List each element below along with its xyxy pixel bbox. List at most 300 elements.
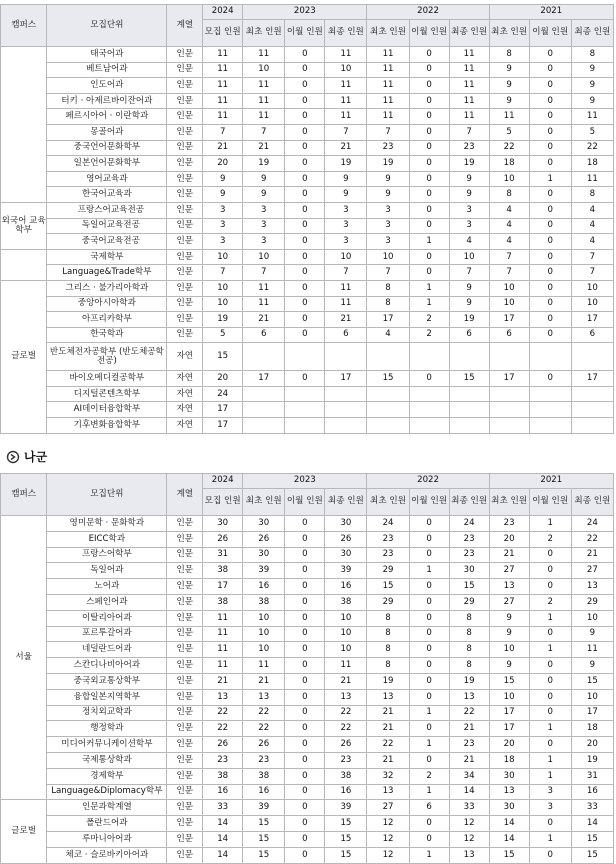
value-cell: 3 — [203, 218, 243, 234]
value-cell: 3 — [367, 218, 409, 234]
value-cell: 8 — [449, 658, 489, 674]
value-cell: 30 — [325, 516, 367, 532]
value-cell: 0 — [409, 721, 449, 737]
value-cell: 26 — [203, 531, 243, 547]
value-cell: 0 — [529, 280, 571, 296]
value-cell: 30 — [449, 563, 489, 579]
value-cell: 11 — [243, 93, 285, 109]
value-cell: 9 — [449, 187, 489, 203]
value-cell: 8 — [367, 610, 409, 626]
unit-cell: 루마니아어과 — [47, 831, 167, 847]
value-cell: 17 — [489, 705, 529, 721]
table-row — [1, 594, 614, 610]
track-cell: 인문 — [167, 140, 203, 156]
value-cell: 23 — [367, 140, 409, 156]
value-cell — [409, 386, 449, 402]
value-cell: 21 — [367, 705, 409, 721]
header-year-2023: 2023 — [243, 474, 367, 489]
value-cell: 18 — [489, 156, 529, 172]
value-cell: 1 — [409, 847, 449, 863]
value-cell: 0 — [409, 626, 449, 642]
value-cell: 11 — [325, 109, 367, 125]
header-year-2021: 2021 — [489, 5, 613, 20]
value-cell: 0 — [409, 816, 449, 832]
header-year-2022: 2022 — [367, 474, 489, 489]
value-cell: 19 — [449, 673, 489, 689]
value-cell: 3 — [449, 202, 489, 218]
table-row — [1, 47, 614, 63]
header-initial: 최초 인원 — [489, 20, 529, 47]
value-cell: 12 — [367, 816, 409, 832]
value-cell: 4 — [571, 218, 613, 234]
table-row — [1, 171, 614, 187]
value-cell: 23 — [449, 737, 489, 753]
unit-cell: 독일어과 — [47, 563, 167, 579]
value-cell: 9 — [489, 62, 529, 78]
value-cell: 12 — [449, 816, 489, 832]
value-cell — [243, 386, 285, 402]
value-cell — [243, 343, 285, 371]
value-cell — [449, 386, 489, 402]
value-cell: 9 — [489, 93, 529, 109]
value-cell: 15 — [243, 831, 285, 847]
value-cell: 0 — [529, 705, 571, 721]
value-cell: 29 — [367, 594, 409, 610]
value-cell: 0 — [529, 218, 571, 234]
value-cell: 21 — [449, 721, 489, 737]
value-cell: 0 — [285, 721, 325, 737]
value-cell: 9 — [489, 610, 529, 626]
unit-cell: EICC학과 — [47, 531, 167, 547]
value-cell: 17 — [203, 579, 243, 595]
unit-cell: 아프리카학부 — [47, 312, 167, 328]
value-cell: 11 — [325, 280, 367, 296]
unit-cell: 일본언어문화학부 — [47, 156, 167, 172]
value-cell: 21 — [325, 312, 367, 328]
value-cell — [489, 343, 529, 371]
header-recruit: 모집 인원 — [203, 20, 243, 47]
value-cell: 10 — [325, 249, 367, 265]
value-cell: 23 — [325, 752, 367, 768]
unit-cell: 인도어과 — [47, 78, 167, 94]
value-cell: 0 — [285, 47, 325, 63]
unit-cell: 한국학과 — [47, 327, 167, 343]
header-initial: 최초 인원 — [367, 20, 409, 47]
value-cell: 21 — [243, 312, 285, 328]
value-cell: 16 — [243, 784, 285, 800]
value-cell: 21 — [325, 673, 367, 689]
unit-cell: Language&Diplomacy학부 — [47, 784, 167, 800]
value-cell: 7 — [449, 265, 489, 281]
value-cell: 7 — [243, 124, 285, 140]
value-cell: 2 — [529, 531, 571, 547]
value-cell: 8 — [367, 626, 409, 642]
table-row — [1, 579, 614, 595]
value-cell: 8 — [449, 610, 489, 626]
value-cell: 30 — [203, 516, 243, 532]
value-cell: 27 — [367, 800, 409, 816]
value-cell: 32 — [367, 768, 409, 784]
track-cell: 인문 — [167, 752, 203, 768]
value-cell: 38 — [325, 594, 367, 610]
value-cell: 13 — [367, 784, 409, 800]
value-cell: 1 — [529, 610, 571, 626]
value-cell: 0 — [285, 109, 325, 125]
value-cell: 11 — [203, 626, 243, 642]
track-cell: 인문 — [167, 47, 203, 63]
value-cell: 39 — [325, 563, 367, 579]
value-cell: 26 — [243, 737, 285, 753]
value-cell: 0 — [285, 156, 325, 172]
value-cell: 8 — [367, 280, 409, 296]
value-cell: 22 — [325, 721, 367, 737]
table-row — [1, 705, 614, 721]
admissions-table-2 — [0, 473, 614, 864]
value-cell: 0 — [285, 312, 325, 328]
unit-cell: 국제학부 — [47, 249, 167, 265]
value-cell: 10 — [325, 626, 367, 642]
value-cell: 27 — [489, 594, 529, 610]
track-cell: 인문 — [167, 312, 203, 328]
value-cell: 0 — [409, 93, 449, 109]
table-row — [1, 547, 614, 563]
value-cell: 0 — [285, 124, 325, 140]
value-cell: 19 — [367, 673, 409, 689]
unit-cell: 미디어커뮤니케이션학부 — [47, 737, 167, 753]
unit-cell: 영어교육과 — [47, 171, 167, 187]
track-cell: 자연 — [167, 343, 203, 371]
value-cell: 0 — [409, 547, 449, 563]
value-cell: 38 — [203, 594, 243, 610]
value-cell: 4 — [571, 234, 613, 250]
value-cell: 0 — [529, 673, 571, 689]
table-row — [1, 280, 614, 296]
value-cell — [367, 402, 409, 418]
value-cell: 0 — [529, 78, 571, 94]
track-cell: 인문 — [167, 531, 203, 547]
value-cell: 38 — [325, 768, 367, 784]
value-cell — [243, 402, 285, 418]
unit-cell: 이탈리아어과 — [47, 610, 167, 626]
value-cell: 9 — [489, 78, 529, 94]
value-cell: 1 — [409, 280, 449, 296]
table-row — [1, 816, 614, 832]
value-cell: 9 — [449, 280, 489, 296]
value-cell: 9 — [243, 171, 285, 187]
value-cell: 0 — [529, 62, 571, 78]
campus-cell — [1, 249, 47, 280]
value-cell: 0 — [285, 752, 325, 768]
table-row — [1, 218, 614, 234]
value-cell: 7 — [449, 124, 489, 140]
header-initial: 최초 인원 — [367, 489, 409, 516]
value-cell — [325, 343, 367, 371]
value-cell: 3 — [325, 218, 367, 234]
header-track: 계열 — [167, 474, 203, 516]
value-cell: 8 — [571, 47, 613, 63]
track-cell: 인문 — [167, 737, 203, 753]
value-cell — [449, 343, 489, 371]
value-cell: 0 — [285, 327, 325, 343]
unit-cell: 프랑스어교육전공 — [47, 202, 167, 218]
value-cell: 0 — [285, 768, 325, 784]
track-cell: 자연 — [167, 371, 203, 387]
header-campus: 캠퍼스 — [1, 474, 47, 516]
value-cell: 22 — [571, 531, 613, 547]
value-cell: 0 — [529, 47, 571, 63]
header-initial: 최초 인원 — [489, 489, 529, 516]
value-cell: 11 — [203, 47, 243, 63]
table-row — [1, 187, 614, 203]
unit-cell: 정치외교학과 — [47, 705, 167, 721]
value-cell: 31 — [203, 547, 243, 563]
header-transfer: 이월 인원 — [285, 489, 325, 516]
value-cell: 14 — [489, 816, 529, 832]
value-cell: 33 — [449, 800, 489, 816]
unit-cell: 중국외교통상학부 — [47, 673, 167, 689]
value-cell: 15 — [571, 847, 613, 863]
value-cell: 23 — [449, 531, 489, 547]
header-year-2024: 2024 — [203, 5, 243, 20]
track-cell: 인문 — [167, 816, 203, 832]
value-cell: 1 — [529, 516, 571, 532]
value-cell: 0 — [285, 831, 325, 847]
value-cell: 0 — [529, 847, 571, 863]
value-cell — [529, 418, 571, 434]
value-cell: 22 — [243, 721, 285, 737]
value-cell — [489, 386, 529, 402]
unit-cell: 융합일본지역학부 — [47, 689, 167, 705]
value-cell: 0 — [409, 249, 449, 265]
header-initial: 최초 인원 — [243, 20, 285, 47]
value-cell: 15 — [325, 831, 367, 847]
value-cell: 6 — [243, 327, 285, 343]
value-cell: 26 — [325, 531, 367, 547]
table-row — [1, 371, 614, 387]
value-cell: 0 — [529, 689, 571, 705]
header-transfer: 이월 인원 — [529, 20, 571, 47]
value-cell: 0 — [409, 124, 449, 140]
track-cell: 인문 — [167, 721, 203, 737]
value-cell: 11 — [367, 93, 409, 109]
value-cell: 9 — [489, 626, 529, 642]
value-cell: 0 — [529, 563, 571, 579]
value-cell: 0 — [529, 737, 571, 753]
value-cell: 0 — [409, 658, 449, 674]
value-cell: 13 — [449, 847, 489, 863]
value-cell: 6 — [409, 800, 449, 816]
value-cell: 39 — [325, 800, 367, 816]
value-cell — [489, 402, 529, 418]
value-cell: 21 — [243, 140, 285, 156]
value-cell: 3 — [243, 218, 285, 234]
value-cell: 14 — [571, 816, 613, 832]
header-recruit: 모집 인원 — [203, 489, 243, 516]
unit-cell: 체코 · 슬로바키아어과 — [47, 847, 167, 863]
value-cell: 11 — [367, 47, 409, 63]
value-cell: 13 — [367, 689, 409, 705]
value-cell: 9 — [489, 658, 529, 674]
value-cell: 0 — [409, 579, 449, 595]
value-cell — [529, 386, 571, 402]
value-cell: 15 — [243, 847, 285, 863]
value-cell: 9 — [367, 171, 409, 187]
value-cell: 14 — [203, 816, 243, 832]
value-cell: 17 — [571, 312, 613, 328]
value-cell: 0 — [529, 156, 571, 172]
value-cell: 0 — [285, 579, 325, 595]
header-initial: 최초 인원 — [243, 489, 285, 516]
value-cell: 3 — [243, 234, 285, 250]
value-cell: 3 — [203, 234, 243, 250]
unit-cell: 중국어교육전공 — [47, 234, 167, 250]
track-cell: 인문 — [167, 124, 203, 140]
value-cell: 23 — [367, 531, 409, 547]
track-cell: 인문 — [167, 831, 203, 847]
unit-cell: 노어과 — [47, 579, 167, 595]
value-cell: 13 — [449, 689, 489, 705]
value-cell: 17 — [489, 721, 529, 737]
value-cell: 11 — [449, 47, 489, 63]
value-cell: 9 — [571, 626, 613, 642]
value-cell: 0 — [285, 265, 325, 281]
value-cell: 1 — [529, 831, 571, 847]
value-cell: 2 — [409, 312, 449, 328]
value-cell — [367, 343, 409, 371]
track-cell: 인문 — [167, 642, 203, 658]
value-cell: 0 — [285, 626, 325, 642]
value-cell: 0 — [409, 752, 449, 768]
value-cell: 24 — [571, 516, 613, 532]
value-cell: 21 — [367, 752, 409, 768]
value-cell: 10 — [243, 642, 285, 658]
track-cell: 자연 — [167, 386, 203, 402]
value-cell: 0 — [529, 249, 571, 265]
header-year-2021: 2021 — [489, 474, 613, 489]
table-row — [1, 847, 614, 863]
value-cell: 20 — [203, 156, 243, 172]
value-cell: 7 — [489, 249, 529, 265]
value-cell: 0 — [285, 705, 325, 721]
header-year-2022: 2022 — [367, 5, 489, 20]
value-cell: 11 — [367, 78, 409, 94]
value-cell: 0 — [285, 280, 325, 296]
value-cell: 22 — [367, 737, 409, 753]
value-cell: 1 — [409, 296, 449, 312]
value-cell: 8 — [367, 642, 409, 658]
value-cell: 3 — [203, 202, 243, 218]
section-title: 나군 — [24, 450, 48, 464]
value-cell: 11 — [325, 47, 367, 63]
value-cell: 1 — [409, 737, 449, 753]
table-row — [1, 140, 614, 156]
value-cell: 13 — [571, 579, 613, 595]
value-cell: 0 — [409, 187, 449, 203]
value-cell — [571, 402, 613, 418]
value-cell: 38 — [243, 594, 285, 610]
value-cell: 0 — [409, 265, 449, 281]
value-cell: 30 — [243, 547, 285, 563]
value-cell: 19 — [325, 156, 367, 172]
campus-cell: 서울 — [1, 516, 47, 800]
value-cell: 15 — [367, 579, 409, 595]
value-cell: 0 — [409, 202, 449, 218]
track-cell: 인문 — [167, 109, 203, 125]
table-row — [1, 658, 614, 674]
value-cell — [367, 386, 409, 402]
table-row — [1, 156, 614, 172]
value-cell: 0 — [285, 784, 325, 800]
value-cell: 23 — [243, 752, 285, 768]
value-cell: 19 — [571, 752, 613, 768]
value-cell — [571, 418, 613, 434]
track-cell: 인문 — [167, 768, 203, 784]
value-cell: 17 — [571, 705, 613, 721]
value-cell: 0 — [285, 531, 325, 547]
value-cell: 10 — [243, 610, 285, 626]
track-cell: 인문 — [167, 296, 203, 312]
unit-cell: 네덜란드어과 — [47, 642, 167, 658]
value-cell: 2 — [529, 594, 571, 610]
header-final: 최종 인원 — [325, 20, 367, 47]
table-row — [1, 752, 614, 768]
value-cell: 11 — [367, 62, 409, 78]
value-cell: 7 — [367, 124, 409, 140]
value-cell: 22 — [203, 705, 243, 721]
value-cell: 0 — [529, 140, 571, 156]
value-cell — [529, 343, 571, 371]
value-cell: 0 — [529, 234, 571, 250]
value-cell: 7 — [325, 124, 367, 140]
value-cell: 24 — [449, 516, 489, 532]
value-cell: 8 — [367, 658, 409, 674]
table-row — [1, 124, 614, 140]
value-cell: 16 — [203, 784, 243, 800]
value-cell: 0 — [285, 218, 325, 234]
value-cell: 0 — [409, 62, 449, 78]
header-campus: 캠퍼스 — [1, 5, 47, 47]
unit-cell: 반도체전자공학부 (반도체공학전공) — [47, 343, 167, 371]
value-cell: 0 — [409, 673, 449, 689]
value-cell: 10 — [243, 249, 285, 265]
value-cell: 0 — [529, 202, 571, 218]
value-cell: 11 — [449, 78, 489, 94]
value-cell: 9 — [243, 187, 285, 203]
value-cell: 0 — [285, 563, 325, 579]
table-row — [1, 642, 614, 658]
value-cell: 1 — [409, 705, 449, 721]
value-cell: 11 — [203, 62, 243, 78]
campus-cell — [1, 47, 47, 203]
value-cell: 1 — [409, 234, 449, 250]
value-cell: 24 — [203, 386, 243, 402]
value-cell: 11 — [325, 658, 367, 674]
value-cell: 21 — [203, 673, 243, 689]
arrow-right-icon — [6, 450, 20, 464]
header-transfer: 이월 인원 — [285, 20, 325, 47]
value-cell — [571, 343, 613, 371]
value-cell: 17 — [367, 312, 409, 328]
table-row — [1, 531, 614, 547]
value-cell: 33 — [571, 800, 613, 816]
value-cell: 11 — [203, 642, 243, 658]
value-cell: 10 — [449, 249, 489, 265]
value-cell: 15 — [489, 673, 529, 689]
value-cell: 38 — [203, 563, 243, 579]
value-cell: 19 — [243, 156, 285, 172]
value-cell: 10 — [203, 280, 243, 296]
value-cell: 8 — [449, 626, 489, 642]
